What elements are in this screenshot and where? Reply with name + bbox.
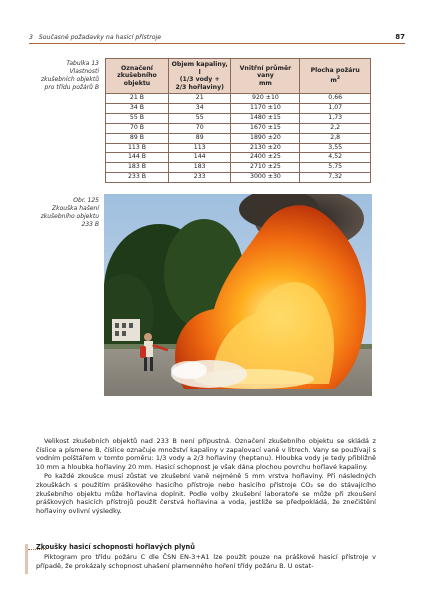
cell-diameter: 1480 ±15 (231, 113, 300, 123)
cell-area: 2,8 (300, 133, 371, 143)
cell-diameter: 3000 ±30 (231, 173, 300, 183)
table-row (106, 173, 371, 183)
cell-designation: 113 B (106, 143, 169, 153)
cell-designation: 183 B (106, 163, 169, 173)
table-row (106, 133, 371, 143)
header-diameter: Vnitřní průměr vany mm (231, 59, 300, 94)
cell-volume: 34 (168, 103, 231, 113)
cell-area: 4,52 (300, 153, 371, 163)
cell-area: 0,66 (300, 94, 371, 104)
header-rule (29, 43, 405, 44)
cell-designation: 144 B (106, 153, 169, 163)
cell-area: 1,07 (300, 103, 371, 113)
cell-area: 3,55 (300, 143, 371, 153)
cell-designation: 55 B (106, 113, 169, 123)
table-row (106, 103, 371, 113)
table-header-row (106, 59, 371, 94)
cell-diameter: 920 ±10 (231, 94, 300, 104)
chapter-title: Současné požadavky na hasicí přístroje (38, 34, 162, 41)
table-body (106, 94, 371, 183)
cell-diameter: 1670 ±15 (231, 123, 300, 133)
table-caption-line: Vlastnosti (69, 68, 99, 75)
cell-designation: 233 B (106, 173, 169, 183)
paragraph: Piktogram pro třídu požáru C dle ČSN EN-3+A1 lze použít pouze na práškové hasicí přístroje v případě, že prokázaly schopnost uhašení plamenného hoření třídy požáru B. U ostat- (36, 553, 376, 570)
cell-diameter: 1890 ±20 (231, 133, 300, 143)
fire-test-photo (104, 194, 372, 396)
cell-diameter: 2710 ±25 (231, 163, 300, 173)
figure-caption-line: zkušebního objektu (40, 213, 99, 220)
table-row (106, 94, 371, 104)
cell-area: 5,75 (300, 163, 371, 173)
cell-area: 2,2 (300, 123, 371, 133)
cell-designation: 70 B (106, 123, 169, 133)
table-row (106, 113, 371, 123)
figure-caption-line: 233 B (81, 221, 99, 228)
chapter-heading (29, 34, 161, 41)
cell-volume: 183 (168, 163, 231, 173)
cell-volume: 89 (168, 133, 231, 143)
cell-volume: 233 (168, 173, 231, 183)
header-area: Plocha požáru $m^2$ (300, 59, 371, 94)
cell-volume: 144 (168, 153, 231, 163)
figure-caption-line: Obr. 125 (73, 197, 99, 204)
paragraph: Po každé zkoušce musí zůstat ve zkušební vaně nejméně 5 mm vrstva hořlaviny. Při následných zkouškách s použitím práškového hasicího přístroje nebo hasicího přístroje CO₂ se do stávajícího zkušebního objektu může hořlavina doplnit. Podle volby zkušební laboratoře se může při zkoušení práškových hasicích přístrojů použít čerstvá hořlavina a voda, jestliže se předpokládá, že znečištění hořlaviny ovlivní výsledky. (36, 472, 376, 515)
header-designation: Označení zkušebního objektu (106, 59, 169, 94)
cell-area: 7,32 (300, 173, 371, 183)
table-caption-line: pro třídu požárů B (44, 84, 99, 91)
cell-area: 1,73 (300, 113, 371, 123)
cell-designation: 21 B (106, 94, 169, 104)
table-row (106, 123, 371, 133)
cell-volume: 55 (168, 113, 231, 123)
paragraph: Velikost zkušebních objektů nad 233 B není přípustná. Označení zkušebního objektu se skládá z číslice a písmene B, číslice označuje množství kapaliny v zapalovací vaně v litrech. Vany se používají s vodním polštářem v tomto poměru: 1/3 vody a 2/3 hořlaviny (heptanu). Hloubka vody je tedy přibližně 10 mm a hloubka hořlaviny 20 mm. Hasicí schopnost je však dána plochou povrchu hořlavé kapaliny. (36, 437, 376, 471)
chapter-number: 3 (29, 34, 33, 41)
table-caption-line: zkušebních objektů (41, 76, 99, 83)
cell-designation: 89 B (106, 133, 169, 143)
table-caption-line: Tabulka 13 (66, 60, 99, 67)
cell-volume: 113 (168, 143, 231, 153)
cell-volume: 21 (168, 94, 231, 104)
heading-leader (28, 549, 46, 550)
cell-diameter: 1170 ±10 (231, 103, 300, 113)
test-objects-table (105, 58, 371, 183)
page-number: 87 (395, 33, 405, 41)
running-header (29, 34, 405, 46)
table-row (106, 143, 371, 153)
cell-diameter: 2130 ±20 (231, 143, 300, 153)
header-volume: Objem kapaliny, l (1/3 vody + 2/3 hořlaviny) (168, 59, 231, 94)
table-row (106, 163, 371, 173)
body-text-continued (36, 553, 376, 570)
cell-volume: 70 (168, 123, 231, 133)
section-heading-text: Zkoušky hasicí schopnosti hořlavých plynů (36, 543, 195, 551)
figure-caption (28, 197, 99, 229)
figure-caption-line: Zkouška hašení (51, 205, 99, 212)
cell-diameter: 2400 ±25 (231, 153, 300, 163)
body-text (36, 437, 376, 515)
section-heading (36, 543, 376, 551)
table-row (106, 153, 371, 163)
cell-designation: 34 B (106, 103, 169, 113)
table-caption (28, 60, 99, 92)
